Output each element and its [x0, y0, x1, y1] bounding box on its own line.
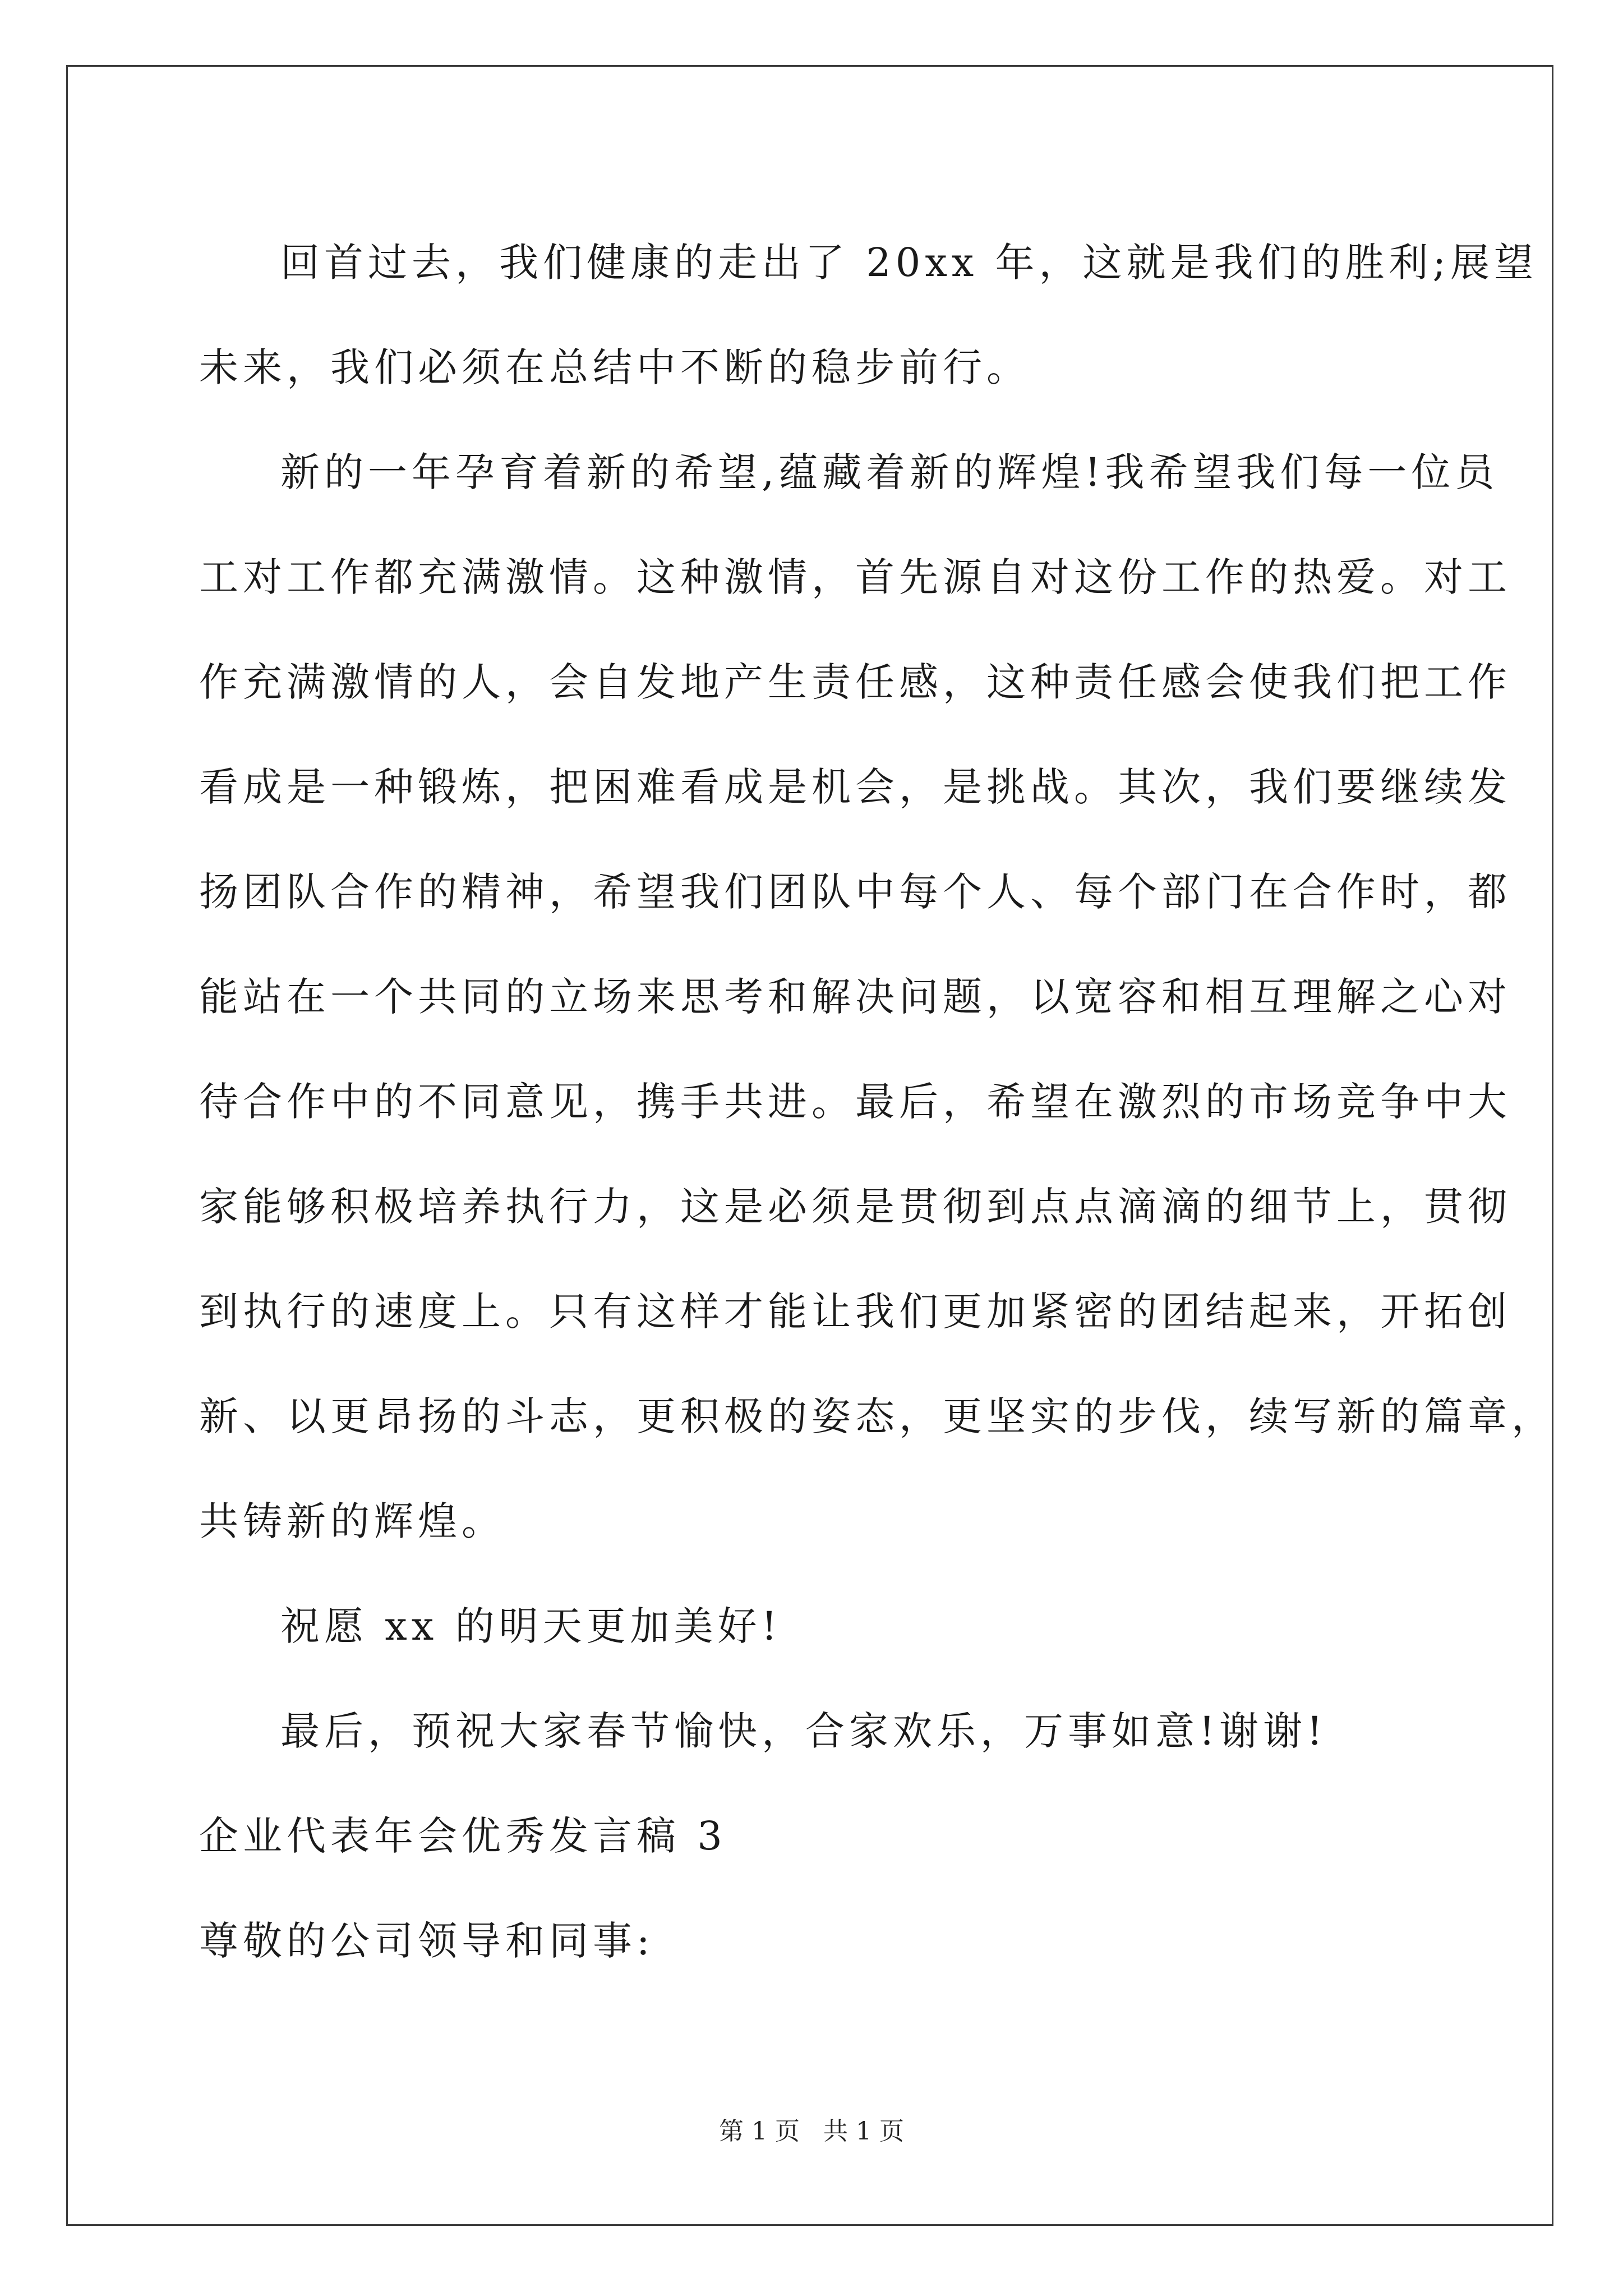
section-title: 企业代表年会优秀发言稿 3 — [199, 1813, 727, 1859]
text-line: 待合作中的不同意见，携手共进。最后，希望在激烈的市场竞争中大 — [199, 1079, 1511, 1125]
paragraph-hope — [199, 420, 1555, 1574]
text-line: 能站在一个共同的立场来思考和解决问题，以宽容和相互理解之心对 — [199, 974, 1511, 1020]
text-line: 共铸新的辉煌。 — [199, 1498, 505, 1544]
document-body — [199, 210, 1555, 1994]
text-line: 工对工作都充满激情。这种激情，首先源自对这份工作的热爱。对工 — [199, 554, 1511, 600]
salutation: 尊敬的公司领导和同事: — [199, 1918, 654, 1964]
paragraph-closing — [199, 1679, 1422, 1784]
paragraph-retrospect — [199, 210, 1538, 420]
text-line: 最后，预祝大家春节愉快，合家欢乐，万事如意!谢谢! — [280, 1708, 1327, 1754]
text-line: 到执行的速度上。只有这样才能让我们更加紧密的团结起来，开拓创 — [199, 1289, 1511, 1335]
text-line: 回首过去，我们健康的走出了 20xx 年，这就是我们的胜利;展望 — [280, 240, 1538, 286]
page-number-footer: 第 1 页 共 1 页 — [719, 2117, 904, 2146]
text-line: 扬团队合作的精神，希望我们团队中每个人、每个部门在合作时，都 — [199, 869, 1511, 915]
text-line: 新、以更昂扬的斗志，更积极的姿态，更坚实的步伐，续写新的篇章， — [199, 1393, 1555, 1439]
text-line: 看成是一种锻炼，把困难看成是机会，是挑战。其次，我们要继续发 — [199, 764, 1511, 810]
paragraph-wish — [199, 1574, 1422, 1679]
text-line: 未来，我们必须在总结中不断的稳步前行。 — [199, 344, 1030, 390]
text-line: 家能够积极培养执行力，这是必须是贯彻到点点滴滴的细节上，贯彻 — [199, 1184, 1511, 1230]
text-line: 新的一年孕育着新的希望,蕴藏着新的辉煌!我希望我们每一位员 — [280, 449, 1499, 495]
text-line: 作充满激情的人，会自发地产生责任感，这种责任感会使我们把工作 — [199, 659, 1511, 705]
text-line: 祝愿 xx 的明天更加美好! — [280, 1603, 782, 1649]
